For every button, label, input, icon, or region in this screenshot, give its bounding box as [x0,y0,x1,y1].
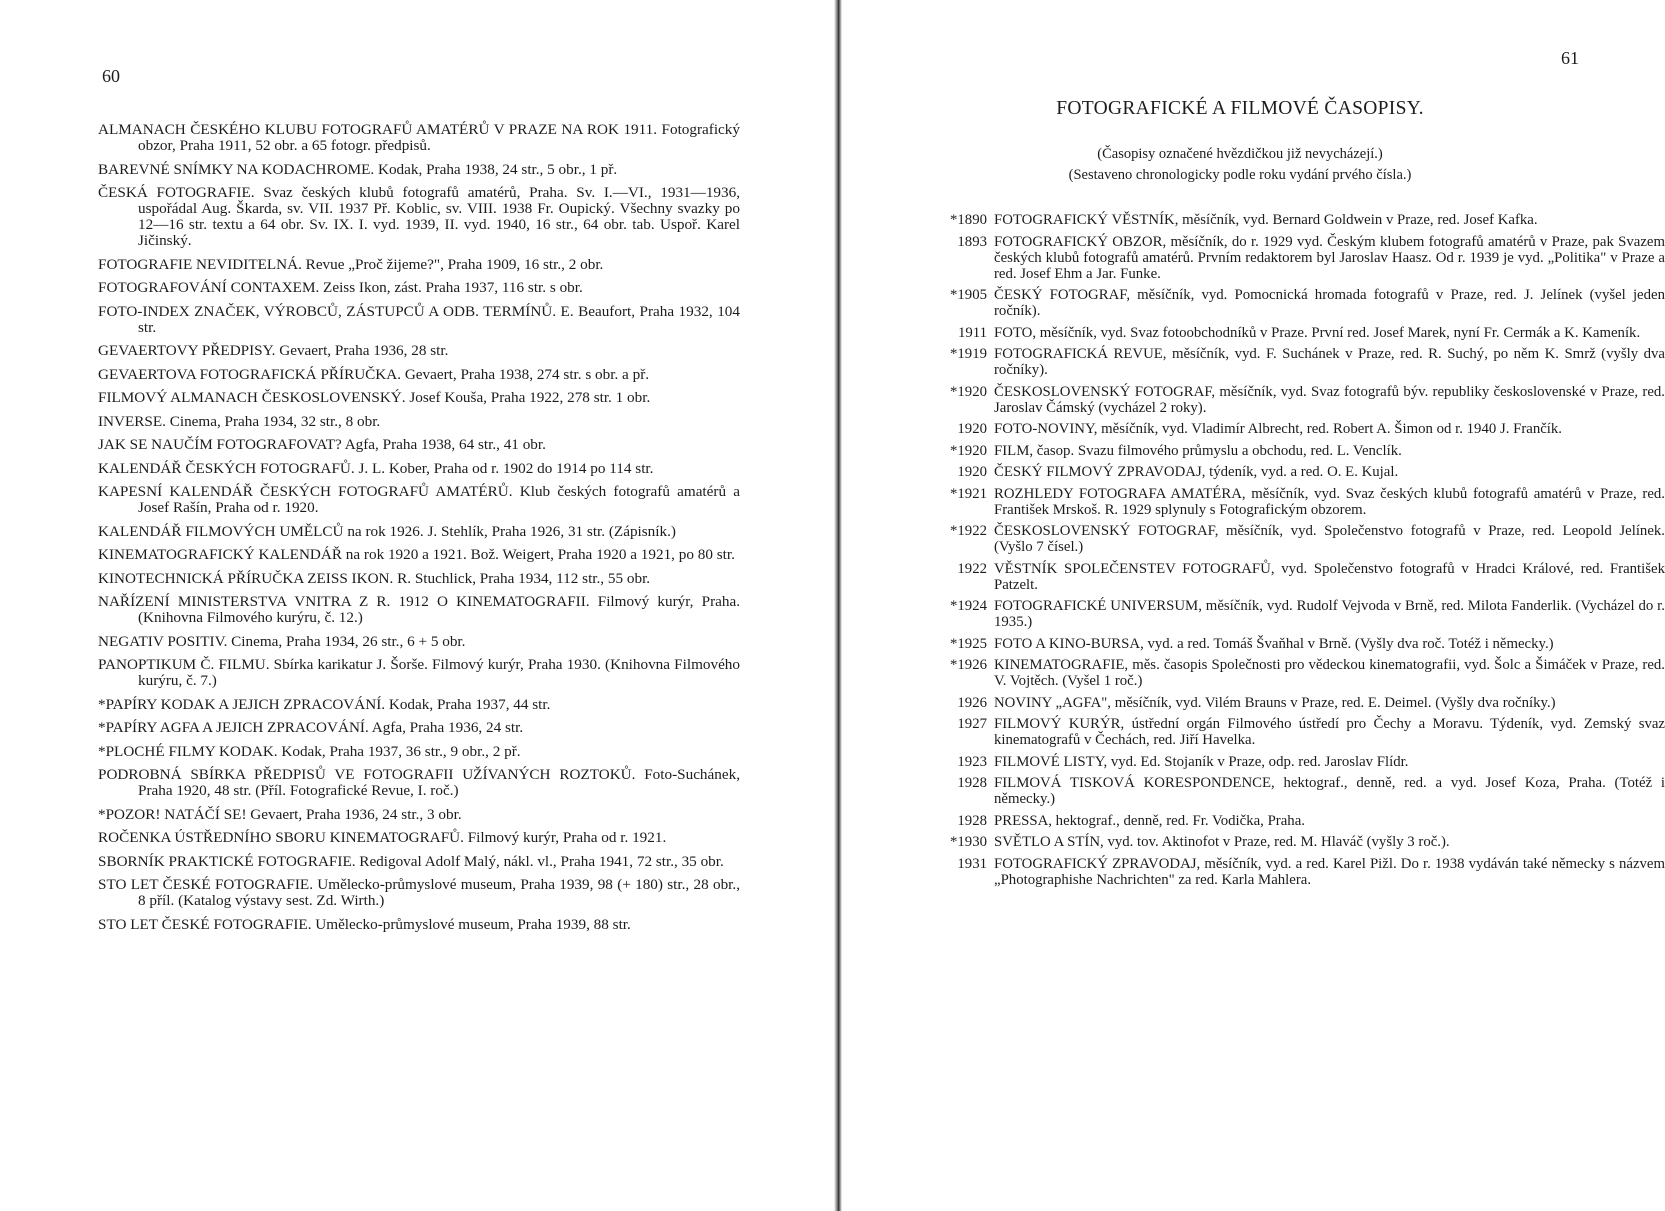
periodical-description: FOTOGRAFICKÝ VĚSTNÍK, měsíčník, vyd. Bernard Goldwein v Praze, red. Josef Kafka. [994,212,1538,228]
periodical-description: KINEMATOGRAFIE, měs. časopis Společnosti pro vědeckou kinematografii, vyd. Šolc a Šimáček v Praze, red. V. Vojtěch. (Vyšel 1 roč.) [994,657,1665,689]
bibliography-entry: PANOPTIKUM Č. FILMU. Sbírka karikatur J. Šorše. Filmový kurýr, Praha 1930. (Knihovna Filmového kurýru, č. 7.) [98,656,740,689]
periodical-entry [927,234,1665,282]
bibliography-entry: JAK SE NAUČÍM FOTOGRAFOVAT? Agfa, Praha 1938, 64 str., 41 obr. [98,436,546,453]
periodical-entry [927,325,1665,341]
page-number-left: 60 [102,66,120,86]
bibliography-list [98,122,740,940]
periodical-year: 1920 [957,464,987,480]
periodical-entry [927,212,1665,228]
bibliography-entry: KINOTECHNICKÁ PŘÍRUČKA ZEISS IKON. R. Stuchlick, Praha 1934, 112 str., 55 obr. [98,569,651,587]
periodical-year: *1890 [950,212,987,228]
periodical-year: *1926 [950,657,987,673]
periodical-description: FOTOGRAFICKÉ UNIVERSUM, měsíčník, vyd. Rudolf Vejvoda v Brně, red. Milota Fanderlik. (Vycházel do r. 1935.) [994,598,1665,630]
section-title: FOTOGRAFICKÉ A FILMOVÉ ČASOPISY. [1056,98,1424,119]
periodical-year: 1922 [957,560,987,577]
periodical-entry [927,421,1665,437]
periodical-entry [927,598,1665,630]
periodical-entry [927,464,1665,480]
periodical-entry [927,523,1665,555]
periodical-year: 1928 [957,812,987,829]
periodicals-list [927,212,1665,893]
periodical-description: ČESKÝ FOTOGRAF, měsíčník, vyd. Pomocnická hromada fotografů v Praze, red. J. Jelínek (vyšel jeden ročník). [994,287,1665,319]
periodical-entry [927,657,1665,689]
bibliography-entry: FOTOGRAFOVÁNÍ CONTAXEM. Zeiss Ikon, zást. Praha 1937, 116 str. s obr. [98,279,583,296]
section-note-asterisk: (Časopisy označené hvězdičkou již nevycházejí.) [1097,146,1383,162]
periodical-description: FOTOGRAFICKÝ ZPRAVODAJ, měsíčník, vyd. a red. Karel Pižl. Do r. 1938 vydáván také německy s názvem „Photographishe Nachrichten" za red. Karla Mahlera. [994,855,1665,888]
periodical-year: *1924 [950,598,987,614]
periodical-year: 1927 [957,716,987,732]
bibliography-entry: NAŘÍZENÍ MINISTERSTVA VNITRA Z R. 1912 O KINEMATOGRAFII. Filmový kurýr, Praha. (Knihovna Filmového kurýru, č. 12.) [98,593,740,626]
periodical-year: 1920 [957,421,987,437]
bibliography-entry: STO LET ČESKÉ FOTOGRAFIE. Umělecko-průmyslové museum, Praha 1939, 98 (+ 180) str., 28 obr., 8 příl. (Katalog výstavy sest. Zd. Wirth.) [98,876,740,909]
bibliography-entry: PODROBNÁ SBÍRKA PŘEDPISŮ VE FOTOGRAFII UŽÍVANÝCH ROZTOKŮ. Foto-Suchánek, Praha 1920, 48 str. (Příl. Fotografické Revue, I. roč.) [98,766,740,799]
bibliography-entry: ČESKÁ FOTOGRAFIE. Svaz českých klubů fotografů amatérů, Praha. Sv. I.—VI., 1931—1936, uspořádal Aug. Škarda, sv. VII. 1937 Př. Koblic, sv. VIII. 1938 Fr. Oupický. Všechny svazky po 12—16 str. textu a 64 obr. Sv. IX. I. vyd. 1939, II. vyd. 1940, 16 str., 64 obr. tab. Uspoř. Karel Jičinský. [98,184,740,249]
bibliography-entry: *PLOCHÉ FILMY KODAK. Kodak, Praha 1937, 36 str., 9 obr., 2 př. [98,742,521,760]
bibliography-entry: ALMANACH ČESKÉHO KLUBU FOTOGRAFŮ AMATÉRŮ V PRAZE NA ROK 1911. Fotografický obzor, Praha 1911, 52 obr. a 65 fotogr. předpisů. [98,121,740,154]
periodical-entry [927,346,1665,378]
bibliography-entry: INVERSE. Cinema, Praha 1934, 32 str., 8 obr. [98,412,381,430]
periodical-year: 1931 [957,855,987,872]
bibliography-entry: ROČENKA ÚSTŘEDNÍHO SBORU KINEMATOGRAFŮ. Filmový kurýr, Praha od r. 1921. [98,829,667,846]
periodical-description: ROZHLEDY FOTOGRAFA AMATÉRA, měsíčník, vyd. Svaz českých klubů fotografů amatérů v Praze, red. František Mrskoš. R. 1929 splynuly s Fotografickým obzorem. [994,485,1665,518]
periodical-description: FILMOVÉ LISTY, vyd. Ed. Stojaník v Praze, odp. red. Jaroslav Flídr. [994,753,1409,770]
periodical-entry [927,856,1665,888]
periodical-description: ČESKOSLOVENSKÝ FOTOGRAF, měsíčník, vyd. Společenstvo fotografů v Praze, red. Leopold Jelínek. (Vyšlo 7 čísel.) [994,523,1665,555]
section-note-order: (Sestaveno chronologicky podle roku vydání prvého čísla.) [1068,167,1412,183]
bibliography-entry: NEGATIV POSITIV. Cinema, Praha 1934, 26 str., 6 + 5 obr. [98,632,466,650]
bibliography-entry: KALENDÁŘ FILMOVÝCH UMĚLCŮ na rok 1926. J. Stehlík, Praha 1926, 31 str. (Zápisník.) [98,522,676,540]
periodical-description: PRESSA, hektograf., denně, red. Fr. Vodička, Praha. [994,812,1305,829]
periodical-entry [927,561,1665,593]
periodical-year: 1893 [957,233,987,250]
bibliography-entry: FOTO-INDEX ZNAČEK, VÝROBCŮ, ZÁSTUPCŮ A ODB. TERMÍNŮ. E. Beaufort, Praha 1932, 104 str. [98,302,740,336]
bibliography-entry: GEVAERTOVY PŘEDPISY. Gevaert, Praha 1936, 28 str. [98,342,449,359]
periodical-entry [927,834,1665,850]
periodical-entry [927,754,1665,770]
periodical-year: 1928 [957,775,987,791]
periodical-entry [927,716,1665,748]
bibliography-entry: FILMOVÝ ALMANACH ČESKOSLOVENSKÝ. Josef Kouša, Praha 1922, 278 str. 1 obr. [98,389,651,406]
bibliography-entry: BAREVNÉ SNÍMKY NA KODACHROME. Kodak, Praha 1938, 24 str., 5 obr., 1 př. [98,160,618,178]
periodical-entry [927,287,1665,319]
periodical-description: FOTO, měsíčník, vyd. Svaz fotoobchodníků v Praze. První red. Josef Marek, nyní Fr. Cermák a K. Kameník. [994,324,1641,341]
periodical-entry [927,443,1665,459]
book-gutter [834,0,842,1211]
bibliography-entry: FOTOGRAFIE NEVIDITELNÁ. Revue „Proč žijeme?", Praha 1909, 16 str., 2 obr. [98,255,604,273]
periodical-year: *1925 [950,635,987,652]
periodical-entry [927,384,1665,416]
periodical-description: SVĚTLO A STÍN, vyd. tov. Aktinofot v Praze, red. M. Hlaváč (vyšly 3 roč.). [994,834,1450,850]
periodical-year: *1930 [950,834,987,850]
periodical-year: *1921 [950,485,987,502]
periodical-entry [927,636,1665,652]
periodical-year: *1920 [950,383,987,400]
periodical-year: 1923 [957,753,987,770]
bibliography-entry: KAPESNÍ KALENDÁŘ ČESKÝCH FOTOGRAFŮ AMATÉRŮ. Klub českých fotografů amatérů a Josef Rašín, Praha od r. 1920. [98,483,740,516]
periodical-entry [927,775,1665,807]
bibliography-entry: KALENDÁŘ ČESKÝCH FOTOGRAFŮ. J. L. Kober, Praha od r. 1902 do 1914 po 114 str. [98,459,654,477]
periodical-description: FOTOGRAFICKÁ REVUE, měsíčník, vyd. F. Suchánek v Praze, red. R. Suchý, po něm K. Smrž (vyšly dva ročníky). [994,346,1665,378]
bibliography-entry: STO LET ČESKÉ FOTOGRAFIE. Umělecko-průmyslové museum, Praha 1939, 88 str. [98,915,631,933]
left-page [0,0,830,1211]
bibliography-entry: *PAPÍRY AGFA A JEJICH ZPRACOVÁNÍ. Agfa, Praha 1936, 24 str. [98,719,524,736]
periodical-entry [927,813,1665,829]
page-number-right: 61 [1561,48,1579,68]
periodical-year: *1920 [950,442,987,459]
bibliography-entry: KINEMATOGRAFICKÝ KALENDÁŘ na rok 1920 a 1921. Bož. Weigert, Praha 1920 a 1921, po 80 str. [98,546,735,563]
periodical-year: *1922 [950,523,987,539]
periodical-description: FOTO-NOVINY, měsíčník, vyd. Vladimír Albrecht, red. Robert A. Šimon od r. 1940 J. Frančík. [994,421,1562,437]
periodical-description: FILMOVÝ KURÝR, ústřední orgán Filmového ústředí pro Čechy a Moravu. Týdeník, vyd. Zemský svaz kinematografů v Čechách, red. Jiří Havelka. [994,716,1665,748]
periodical-description: NOVINY „AGFA", měsíčník, vyd. Vilém Brauns v Praze, red. E. Deimel. (Vyšly dva ročníky.) [994,694,1556,711]
periodical-year: *1905 [950,287,987,303]
periodical-year: 1926 [957,694,987,711]
bibliography-entry: *POZOR! NATÁČÍ SE! Gevaert, Praha 1936, 24 str., 3 obr. [98,805,462,823]
bibliography-entry: *PAPÍRY KODAK A JEJICH ZPRACOVÁNÍ. Kodak, Praha 1937, 44 str. [98,695,551,713]
periodical-description: FOTOGRAFICKÝ OBZOR, měsíčník, do r. 1929 vyd. Českým klubem fotografů amatérů v Praze, pak Svazem českých klubů fotografů amatérů. Prvním redaktorem byl Jaroslav Haasz. Od r. 1939 je vyd. „Politika" v Praze a red. Josef Ehm a Jar. Funke. [994,233,1665,282]
periodical-entry [927,695,1665,711]
periodical-entry [927,486,1665,518]
periodical-description: FOTO A KINO-BURSA, vyd. a red. Tomáš Švaňhal v Brně. (Vyšly dva roč. Totéž i německy.) [994,635,1554,652]
periodical-description: ČESKÝ FILMOVÝ ZPRAVODAJ, týdeník, vyd. a red. O. E. Kujal. [994,464,1399,480]
periodical-description: FILM, časop. Svazu filmového průmyslu a obchodu, red. L. Venclík. [994,442,1402,459]
periodical-description: VĚSTNÍK SPOLEČENSTEV FOTOGRAFŮ, vyd. Společenstvo fotografů v Hradci Králové, red. František Patzelt. [994,560,1665,593]
right-page [845,0,1665,1211]
periodical-year: 1911 [957,324,987,341]
periodical-description: ČESKOSLOVENSKÝ FOTOGRAF, měsíčník, vyd. Svaz fotografů býv. republiky československé v Praze, red. Jaroslav Čámský (vycházel 2 roky). [994,383,1665,416]
periodical-description: FILMOVÁ TISKOVÁ KORESPONDENCE, hektograf., denně, red. a vyd. Josef Koza, Praha. (Totéž i německy.) [994,775,1665,807]
bibliography-entry: GEVAERTOVA FOTOGRAFICKÁ PŘÍRUČKA. Gevaert, Praha 1938, 274 str. s obr. a př. [98,365,650,383]
periodical-year: *1919 [950,346,987,362]
bibliography-entry: SBORNÍK PRAKTICKÉ FOTOGRAFIE. Redigoval Adolf Malý, nákl. vl., Praha 1941, 72 str., 35 obr. [98,852,724,870]
